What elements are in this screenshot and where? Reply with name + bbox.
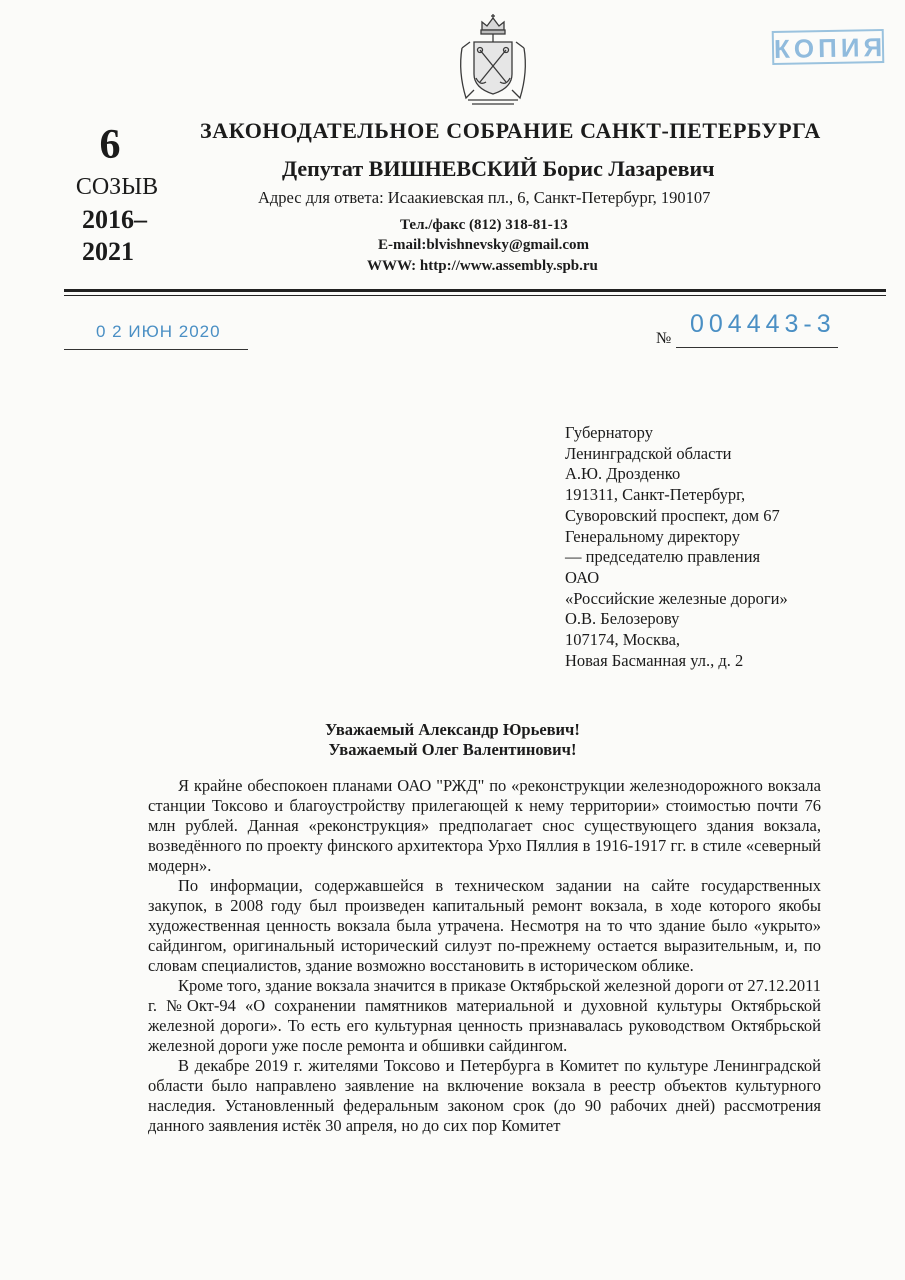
addressee-line: А.Ю. Дрозденко [565, 464, 681, 484]
header-divider-thick [64, 289, 886, 292]
deputy-name: Депутат ВИШНЕВСКИЙ Борис Лазаревич [282, 156, 715, 181]
coat-of-arms-icon [452, 12, 534, 108]
addressee-line: 107174, Москва, [565, 630, 681, 650]
addressee-line: 191311, Санкт-Петербург, [565, 485, 746, 505]
website-address: WWW: http://www.assembly.spb.ru [367, 258, 598, 274]
addressee-line: Ленинградской области [565, 443, 732, 463]
addressee-line: Новая Басманная ул., д. 2 [565, 650, 744, 670]
date-underline [64, 349, 248, 350]
number-underline [676, 347, 838, 348]
salutation-line-2: Уважаемый Олег Валентинович! [328, 740, 577, 759]
convocation-years-end: 2021 [82, 237, 134, 266]
salutation-line-1: Уважаемый Александр Юрьевич! [325, 720, 580, 739]
addressee-line: Генеральному директору [565, 526, 740, 546]
addressee-line: О.В. Белозерову [565, 609, 680, 629]
number-sign: № [656, 330, 672, 347]
organization-title: ЗАКОНОДАТЕЛЬНОЕ СОБРАНИЕ САНКТ-ПЕТЕРБУРГА [200, 118, 821, 143]
body-paragraph: Кроме того, здание вокзала значится в приказе Октябрьской железной дороги от 27.12.2011 г. №Окт-94 «О сохранении памятников материальной и духовной культуры Октябрьской железной дороги». То есть его культурная ценность признавалась руководством Октябрьской железной дороги уже после ремонта и обшивки сайдингом. [148, 976, 821, 1055]
body-paragraph: По информации, содержавшейся в техническом задании на сайте государственных закупок, в 2008 году был произведен капитальный ремонт вокзала, в ходе которого якобы художественная ценность вокзала была утрачена. Несмотря на то что здание было «укрыто» сайдингом, оригинальный исторический силуэт по-прежнему остается выразительным, и, по словам специалистов, здание возможно восстановить в историческом облике. [148, 876, 821, 975]
copy-stamp: КОПИЯ [772, 29, 885, 65]
reply-address: Адрес для ответа: Исаакиевская пл., 6, Санкт-Петербург, 190107 [258, 188, 711, 207]
header-divider-thin [64, 295, 886, 296]
addressee-block [565, 423, 788, 671]
convocation-number: 6 [99, 122, 121, 168]
addressee-line: Губернатору [565, 423, 653, 442]
convocation-years-start: 2016– [82, 205, 147, 234]
body-paragraph: Я крайне обеспокоен планами ОАО "РЖД" по «реконструкции железнодорожного вокзала станции Токсово и благоустройству прилегающей к нему территории» стоимостью почти 76 млн рублей. Данная «реконструкция» предполагает снос существующего здания вокзала, возведённого по проекту финского архитектора Урхо Пяллия в 1916-1917 гг. в стиле «северный модерн». [148, 776, 821, 875]
email-address: E-mail:blvishnevsky@gmail.com [378, 237, 590, 253]
addressee-line: ОАО [565, 567, 600, 587]
letter-body [148, 776, 821, 1136]
addressee-line: — председателю правления [565, 547, 761, 567]
registration-date: 0 2 ИЮН 2020 [96, 322, 221, 341]
convocation-label: СОЗЫВ [75, 174, 159, 200]
addressee-line: Суворовский проспект, дом 67 [565, 505, 780, 525]
addressee-line: «Российские железные дороги» [565, 588, 788, 608]
registration-number: 004443-3 [690, 310, 836, 338]
phone-fax: Тел./факс (812) 318-81-13 [400, 217, 568, 233]
body-paragraph: В декабре 2019 г. жителями Токсово и Петербурга в Комитет по культуре Ленинградской области было направлено заявление на включение вокзала в реестр объектов культурного наследия. Установленный федеральным законом срок (до 90 рабочих дней) рассмотрения данного заявления истёк 30 апреля, но до сих пор Комитет [148, 1056, 821, 1135]
